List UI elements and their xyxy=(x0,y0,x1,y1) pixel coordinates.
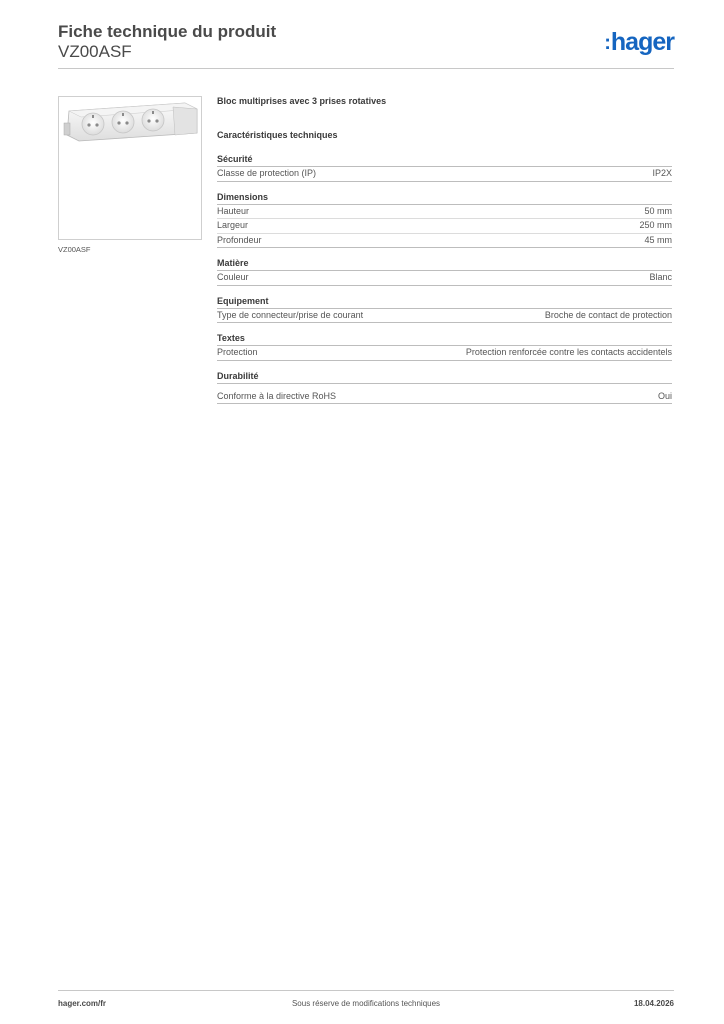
spec-label: Hauteur xyxy=(217,205,250,216)
socket-1 xyxy=(82,113,104,135)
specs-heading: Caractéristiques techniques xyxy=(217,130,338,140)
photo-caption: VZ00ASF xyxy=(58,245,91,254)
spec-row xyxy=(217,346,672,361)
spec-label: Largeur xyxy=(217,220,249,230)
footer-divider xyxy=(58,990,674,991)
spec-label: Type de connecteur/prise de courant xyxy=(217,309,364,320)
spec-value: 45 mm xyxy=(644,234,672,245)
spec-row xyxy=(217,234,672,249)
power-strip-image xyxy=(59,97,201,239)
spec-label: Protection xyxy=(217,347,258,357)
section-matiere xyxy=(217,258,672,286)
spec-row xyxy=(217,219,672,234)
spec-content xyxy=(217,96,672,404)
product-description: Bloc multiprises avec 3 prises rotatives xyxy=(217,96,387,106)
section-textes xyxy=(217,333,672,361)
document-title: Fiche technique du produit xyxy=(58,22,277,41)
section-durabilite xyxy=(217,371,672,405)
section-title: Textes xyxy=(217,333,672,346)
spec-value: Broche de contact de protection xyxy=(544,309,672,320)
spec-row xyxy=(217,271,672,286)
spec-value: Blanc xyxy=(649,272,672,282)
section-title: Durabilité xyxy=(217,371,672,384)
spec-label: Couleur xyxy=(217,272,249,282)
section-title: Sécurité xyxy=(217,154,672,167)
section-title: Dimensions xyxy=(217,192,672,205)
header-divider xyxy=(58,68,674,69)
spec-value: Protection renforcée contre les contacts accidentels xyxy=(465,347,672,357)
spec-value: 250 mm xyxy=(639,220,672,230)
hager-logo: :hager xyxy=(604,28,674,56)
product-reference: VZ00ASF xyxy=(58,42,132,61)
spec-row xyxy=(217,167,672,182)
spec-label: Classe de protection (IP) xyxy=(217,168,317,178)
socket-3 xyxy=(142,109,164,131)
footer-note: Sous réserve de modifications techniques xyxy=(291,999,441,1008)
section-dimensions xyxy=(217,192,672,249)
spec-label: Profondeur xyxy=(217,234,262,245)
spec-row xyxy=(217,390,672,405)
section-title: Equipement xyxy=(217,296,672,309)
product-photo xyxy=(58,96,202,240)
spec-row xyxy=(217,309,672,324)
section-equipement xyxy=(217,296,672,324)
spec-value: Oui xyxy=(657,390,672,401)
section-title: Matière xyxy=(217,258,672,271)
page-header xyxy=(58,20,674,70)
spec-value: 50 mm xyxy=(644,205,672,216)
spec-label: Conforme à la directive RoHS xyxy=(217,390,337,401)
spec-value: IP2X xyxy=(652,168,672,178)
footer-website-link[interactable]: hager.com/fr xyxy=(58,999,107,1008)
socket-2 xyxy=(112,111,134,133)
footer-date: 18.04.2026 xyxy=(633,999,674,1008)
spec-row xyxy=(217,205,672,220)
section-securite xyxy=(217,154,672,182)
